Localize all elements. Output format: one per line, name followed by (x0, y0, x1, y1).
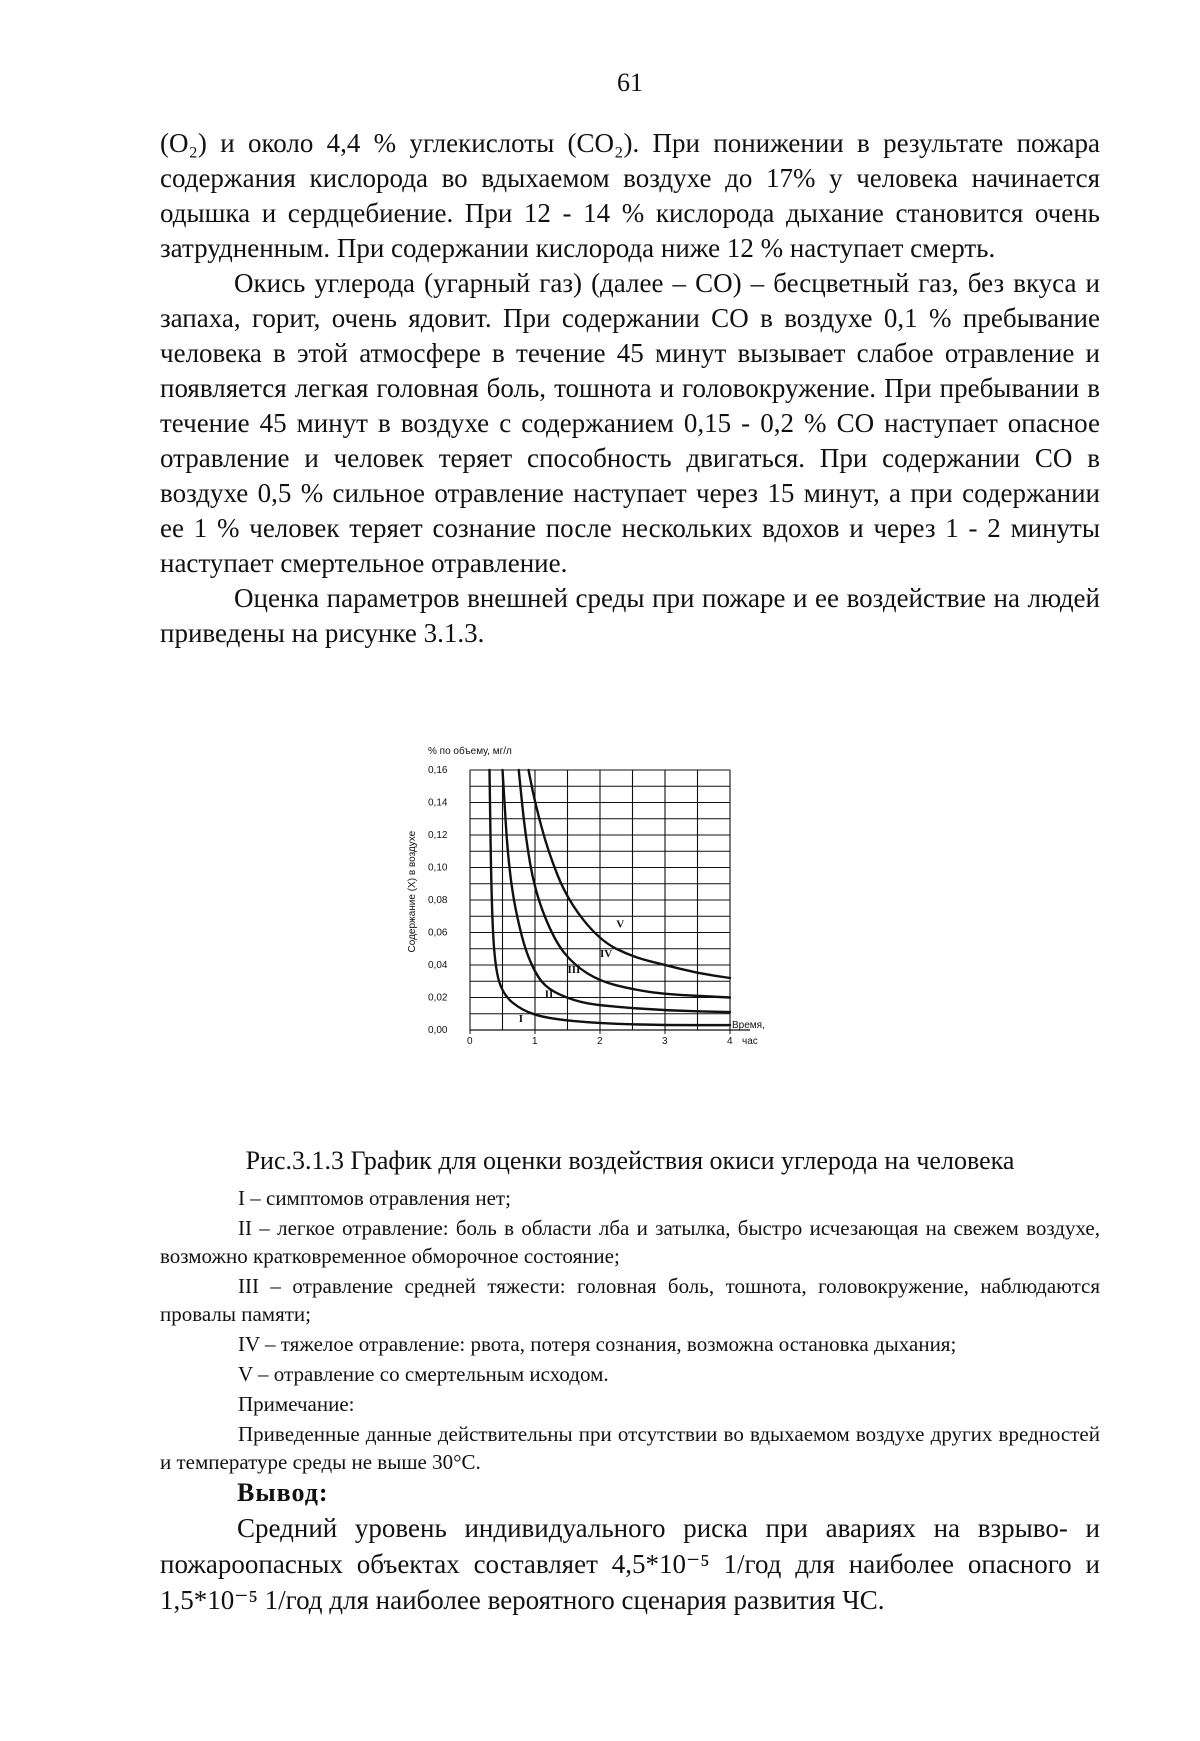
x-tick-label: 3 (662, 1036, 668, 1047)
y-tick-label: 0,00 (428, 1025, 448, 1036)
y-tick-label: 0,10 (428, 862, 448, 874)
y-tick-label: 0,06 (428, 927, 448, 939)
paragraph-co: Окись углерода (угарный газ) (далее – CO) – бесцветный газ, без вкуса и запаха, горит, очень ядовит. При содержании CO в воздухе 0,1 % пребывание человека в этой атмосфере в течение 45 минут вызывает слабое отравление и появляется легкая головная боль, тошнота и головокружение. При пребывании в течение 45 минут в воздухе с содержанием 0,15 - 0,2 % CO наступает опасное отравление и человек теряет способность двигаться. При содержании CO в воздухе 0,5 % сильное отравление наступает через 15 минут, а при содержании ее 1 % человек теряет сознание после нескольких вдохов и через 1 - 2 минуты наступает смертельное отравление. (160, 268, 1100, 578)
zone-label-i: I (518, 1012, 524, 1025)
x-tick-label: 4 (727, 1036, 733, 1047)
y-tick-label: 0,16 (428, 765, 448, 776)
legend-item-i: I – симптомов отравления нет; (238, 1186, 511, 1210)
x-axis-unit: час (742, 1036, 758, 1047)
x-tick-label: 0 (467, 1036, 473, 1047)
note-label: Примечание: (238, 1392, 355, 1416)
paragraph-figure-ref: Оценка параметров внешней среды при пожаре и ее воздействие на людей приведены на рисунке 3.1.3. (160, 583, 1100, 648)
x-tick-label: 1 (532, 1036, 538, 1047)
zone-label-iv: IV (600, 947, 613, 960)
legend-item-v: V – отравление со смертельным исходом. (238, 1362, 609, 1386)
paragraph-oxygen: (O₂) и около 4,4 % углекислоты (CO₂). При понижении в результате пожара содержания кислорода во вдыхаемом воздухе до 17% у человека начинается одышка и сердцебиение. При 12 - 14 % кислорода дыхание становится очень затрудненным. При содержании кислорода ниже 12 % наступает смерть. (160, 128, 1100, 263)
note-text: Приведенные данные действительны при отсутствии во вдыхаемом воздухе других вредностей и температуре среды не выше 30°С. (160, 1422, 1100, 1474)
y-tick-label: 0,12 (428, 830, 448, 841)
y-axis-title: Содержание (X) в воздухе (407, 830, 418, 953)
zone-label-ii: II (544, 988, 554, 1001)
x-tick-label: 2 (597, 1036, 603, 1047)
y-tick-label: 0,04 (428, 960, 448, 971)
conclusion-title: Вывод: (237, 1478, 329, 1507)
figure-caption: Рис.3.1.3 График для оценки воздействия окиси углерода на человека (245, 1146, 1015, 1175)
x-axis-title: Время, (732, 1020, 765, 1031)
legend-item-ii: II – легкое отравление: боль в области лба и затылка, быстро исчезающая на свежем воздухе, возможно кратковременное обморочное состояние; (160, 1216, 1100, 1268)
y-tick-label: 0,08 (428, 895, 448, 906)
chart-series (490, 770, 731, 1025)
chart-grid (470, 770, 750, 1030)
zone-label-v: V (616, 918, 625, 931)
zone-label-iii: III (567, 964, 581, 977)
y-units-label: % по объему, мг/л (428, 746, 512, 757)
y-tick-label: 0,14 (428, 797, 448, 809)
y-tick-label: 0,02 (428, 992, 448, 1004)
chart-ticks (428, 765, 733, 1047)
conclusion-text: Средний уровень индивидуального риска при авариях на взрыво- и пожароопасных объектах составляет 4,5*10⁻⁵ 1/год для наиболее опасного и 1,5*10⁻⁵ 1/год для наиболее вероятного сценария развития ЧС. (160, 1513, 1100, 1615)
co-exposure-chart (395, 740, 885, 1110)
page-number: 61 (617, 68, 643, 97)
figure-legend (160, 1184, 1100, 1478)
legend-item-iii: III – отравление средней тяжести: головная боль, тошнота, головокружение, наблюдаются провалы памяти; (160, 1274, 1100, 1326)
legend-item-iv: IV – тяжелое отравление: рвота, потеря сознания, возможна остановка дыхания; (238, 1332, 957, 1356)
body-text (160, 126, 1100, 651)
series-line-i-ii (490, 770, 731, 1025)
